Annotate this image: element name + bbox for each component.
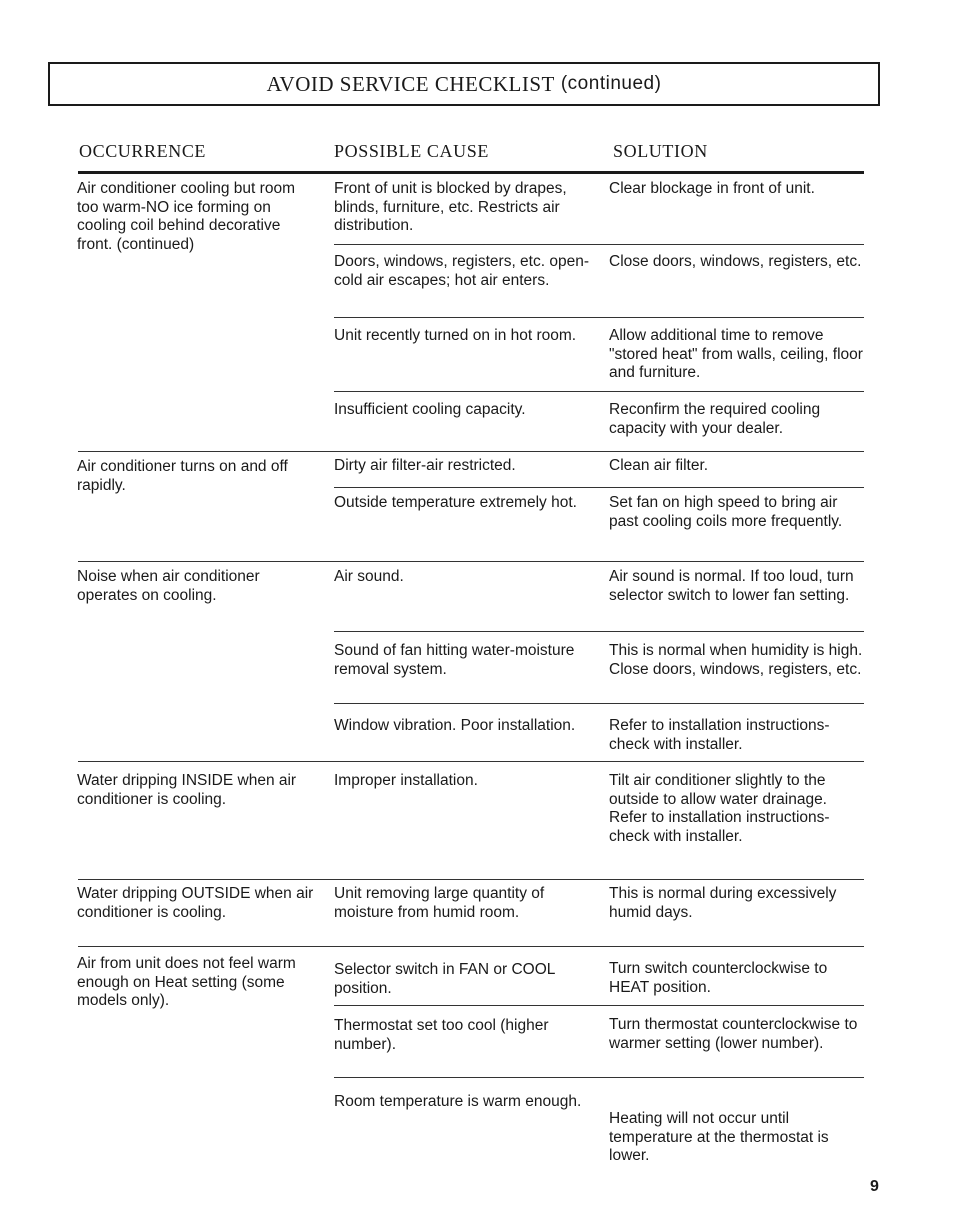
cause-cell: Improper installation. — [334, 772, 478, 789]
column-header-occurrence: OCCURRENCE — [79, 141, 207, 161]
column-header-cause: POSSIBLE CAUSE — [334, 141, 489, 161]
solution-cell: Close doors, windows, registers, etc. — [609, 253, 862, 270]
occurrence-cell: Air conditioner cooling but room too warm-NO ice forming on cooling coil behind decorative front. (continued) — [77, 180, 295, 253]
item-divider — [334, 487, 864, 488]
item-divider — [334, 1005, 864, 1006]
row-divider — [78, 879, 864, 880]
solution-cell: Clear blockage in front of unit. — [609, 180, 815, 197]
item-divider — [334, 703, 864, 704]
row-divider — [78, 946, 864, 947]
item-divider — [334, 631, 864, 632]
column-header-solution: SOLUTION — [613, 141, 708, 161]
cause-cell: Thermostat set too cool (higher number). — [334, 1017, 549, 1053]
solution-cell: Heating will not occur until temperature at the thermostat is lower. — [609, 1110, 829, 1164]
cause-cell: Sound of fan hitting water-moisture removal system. — [334, 642, 575, 678]
checklist-title-box — [48, 62, 880, 106]
item-divider — [334, 1077, 864, 1078]
occurrence-cell: Water dripping OUTSIDE when air conditioner is cooling. — [77, 885, 314, 921]
solution-cell: This is normal during excessively humid days. — [609, 885, 837, 921]
occurrence-cell: Air from unit does not feel warm enough on Heat setting (some models only). — [77, 955, 296, 1009]
item-divider — [334, 317, 864, 318]
solution-cell: Air sound is normal. If too loud, turn selector switch to lower fan setting. — [609, 568, 854, 604]
solution-cell: Clean air filter. — [609, 457, 709, 474]
cause-cell: Doors, windows, registers, etc. open-cold air escapes; hot air enters. — [334, 253, 589, 289]
page-number: 9 — [870, 1178, 879, 1195]
solution-cell: Turn thermostat counterclockwise to warmer setting (lower number). — [609, 1016, 858, 1052]
solution-cell: This is normal when humidity is high. Close doors, windows, registers, etc. — [609, 642, 863, 678]
solution-cell: Refer to installation instructions-check with installer. — [609, 717, 830, 753]
row-divider — [78, 561, 864, 562]
cause-cell: Dirty air filter-air restricted. — [334, 457, 516, 474]
checklist-title-suffix: (continued) — [560, 73, 662, 94]
solution-cell: Reconfirm the required cooling capacity with your dealer. — [609, 401, 821, 437]
solution-cell: Turn switch counterclockwise to HEAT position. — [609, 960, 828, 996]
cause-cell: Outside temperature extremely hot. — [334, 494, 577, 511]
solution-cell: Tilt air conditioner slightly to the outside to allow water drainage. Refer to installation instructions-check with installer. — [609, 772, 830, 845]
cause-cell: Unit removing large quantity of moisture from humid room. — [334, 885, 545, 921]
item-divider — [334, 244, 864, 245]
cause-cell: Insufficient cooling capacity. — [334, 401, 526, 418]
header-rule — [78, 171, 864, 174]
row-divider — [78, 761, 864, 762]
cause-cell: Front of unit is blocked by drapes, blinds, furniture, etc. Restricts air distribution. — [334, 180, 567, 234]
cause-cell: Selector switch in FAN or COOL position. — [334, 961, 555, 997]
solution-cell: Set fan on high speed to bring air past cooling coils more frequently. — [609, 494, 843, 530]
cause-cell: Window vibration. Poor installation. — [334, 717, 576, 734]
cause-cell: Air sound. — [334, 568, 404, 585]
occurrence-cell: Water dripping INSIDE when air conditioner is cooling. — [77, 772, 297, 808]
solution-cell: Allow additional time to remove "stored heat" from walls, ceiling, floor and furniture. — [609, 327, 863, 381]
occurrence-cell: Noise when air conditioner operates on cooling. — [77, 568, 260, 604]
checklist-title: AVOID SERVICE CHECKLIST — [266, 71, 555, 96]
cause-cell: Unit recently turned on in hot room. — [334, 327, 577, 344]
item-divider — [334, 391, 864, 392]
cause-cell: Room temperature is warm enough. — [334, 1093, 582, 1110]
row-divider — [78, 451, 864, 452]
occurrence-cell: Air conditioner turns on and off rapidly. — [77, 458, 288, 494]
